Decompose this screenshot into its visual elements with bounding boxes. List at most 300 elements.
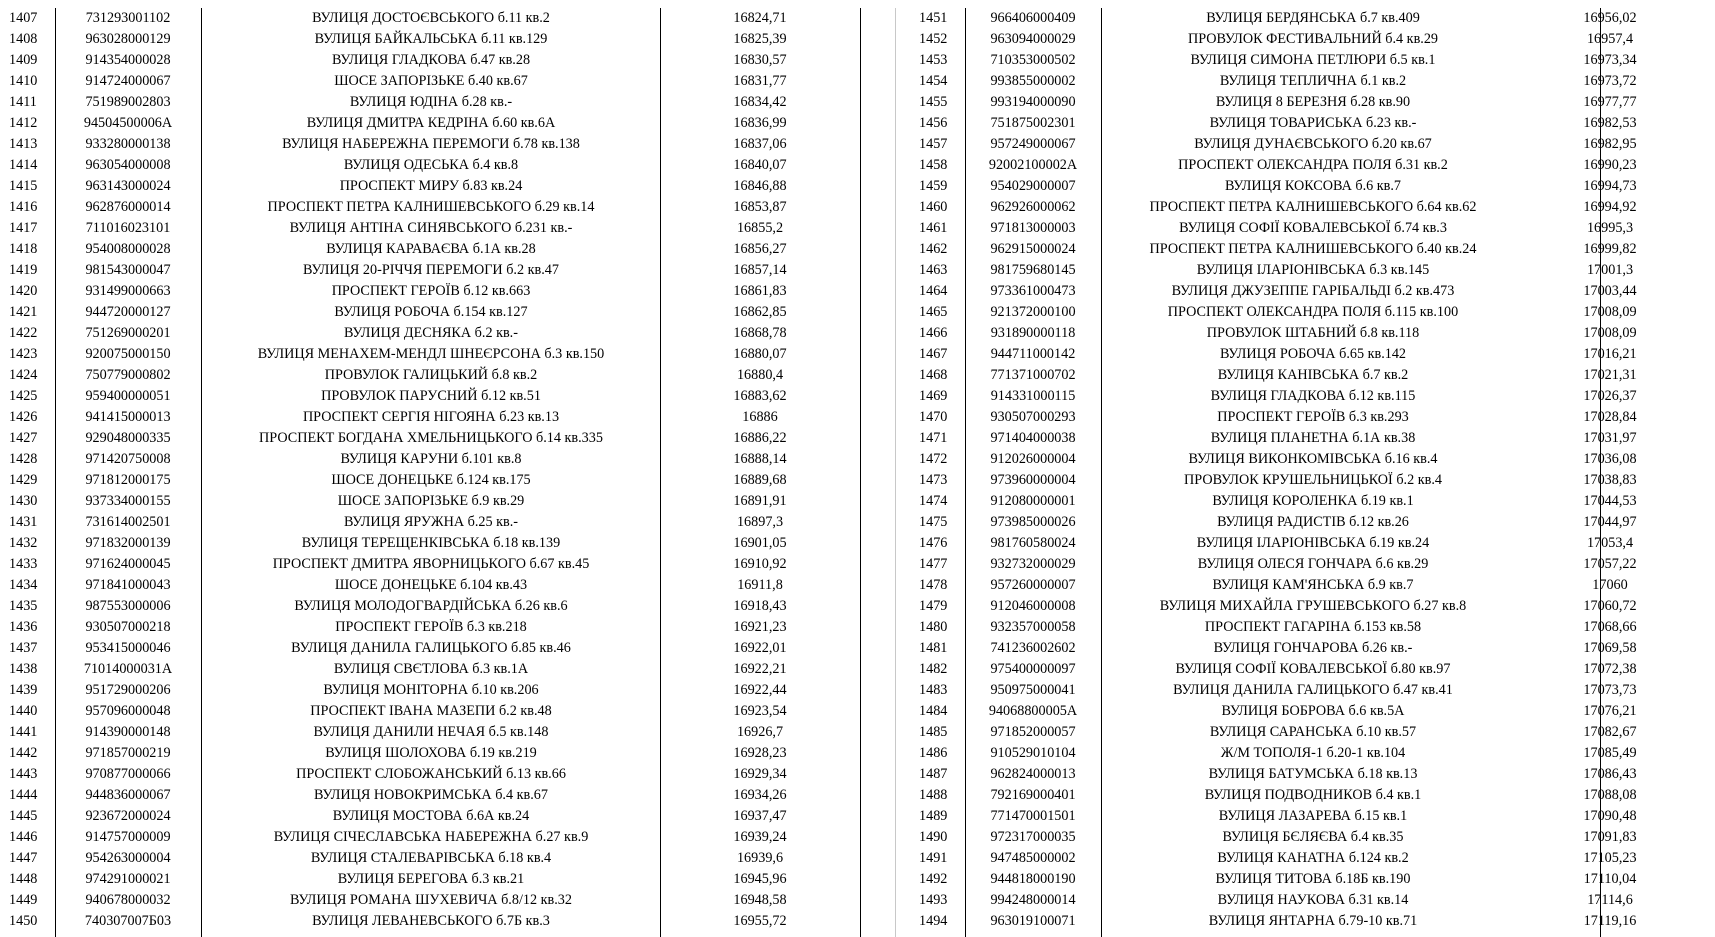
amount-cell: 16999,82 xyxy=(1583,241,1637,257)
table-row xyxy=(0,512,860,533)
row-number: 1452 xyxy=(919,31,948,47)
account-code: 971420750008 xyxy=(85,451,171,467)
address-cell: ВУЛИЦЯ АНТІНА СИНЯВСЬКОГО б.231 кв.- xyxy=(289,220,573,236)
amount-cell: 17036,08 xyxy=(1583,451,1637,467)
amount-cell: 16948,58 xyxy=(733,892,787,908)
address-cell: ВУЛИЦЯ САРАНСЬКА б.10 кв.57 xyxy=(1209,724,1417,740)
table-row xyxy=(0,554,860,575)
amount-cell: 16911,8 xyxy=(737,577,783,593)
row-number: 1487 xyxy=(919,766,948,782)
amount-cell: 16995,3 xyxy=(1586,220,1634,236)
amount-cell: 17088,08 xyxy=(1583,787,1637,803)
table-row xyxy=(895,785,1715,806)
table-row xyxy=(0,806,860,827)
row-number: 1490 xyxy=(919,829,948,845)
table-row xyxy=(895,806,1715,827)
table-row xyxy=(895,176,1715,197)
account-code: 914757000009 xyxy=(85,829,171,845)
address-cell: ВУЛИЦЯ ТИТОВА б.18Б кв.190 xyxy=(1215,871,1411,887)
address-cell: ПРОВУЛОК ФЕСТИВАЛЬНИЙ б.4 кв.29 xyxy=(1187,31,1439,47)
account-code: 930507000218 xyxy=(85,619,171,635)
account-code: 740307007Б03 xyxy=(84,913,172,929)
address-cell: ПРОСПЕКТ МИРУ б.83 кв.24 xyxy=(339,178,523,194)
row-number: 1474 xyxy=(919,493,948,509)
table-row xyxy=(895,890,1715,911)
address-cell: ПРОСПЕКТ БОГДАНА ХМЕЛЬНИЦЬКОГО б.14 кв.335 xyxy=(259,430,603,446)
address-cell: ВУЛИЦЯ КАРУНИ б.101 кв.8 xyxy=(340,451,522,467)
address-cell: ВУЛИЦЯ МОНІТОРНА б.10 кв.206 xyxy=(323,682,539,698)
address-cell: ШОСЕ ДОНЕЦЬКЕ б.104 кв.43 xyxy=(334,577,528,593)
account-code: 953415000046 xyxy=(85,640,171,656)
table-row xyxy=(895,92,1715,113)
row-number: 1456 xyxy=(919,115,948,131)
account-code: 792169000401 xyxy=(990,787,1076,803)
amount-cell: 16836,99 xyxy=(733,115,787,131)
address-cell: ВУЛИЦЯ БАЙКАЛЬСЬКА б.11 кв.129 xyxy=(314,31,548,47)
address-cell: ПРОВУЛОК ШТАБНИЙ б.8 кв.118 xyxy=(1206,325,1420,341)
amount-cell: 17060,72 xyxy=(1583,598,1637,614)
amount-cell: 16977,77 xyxy=(1583,94,1637,110)
row-number: 1493 xyxy=(919,892,948,908)
table-row xyxy=(0,302,860,323)
address-cell: ВУЛИЦЯ КАРАВАЄВА б.1А кв.28 xyxy=(326,241,536,257)
table-row xyxy=(0,134,860,155)
table-row xyxy=(895,428,1715,449)
account-code: 944836000067 xyxy=(85,787,171,803)
amount-cell: 16834,42 xyxy=(733,94,787,110)
amount-cell: 16982,95 xyxy=(1583,136,1637,152)
account-code: 963019100071 xyxy=(990,913,1076,929)
amount-cell: 17119,16 xyxy=(1583,913,1637,929)
row-number: 1479 xyxy=(919,598,948,614)
amount-cell: 17031,97 xyxy=(1583,430,1637,446)
account-code: 974291000021 xyxy=(85,871,171,887)
row-number: 1415 xyxy=(9,178,38,194)
address-cell: ВУЛИЦЯ ДУНАЄВСЬКОГО б.20 кв.67 xyxy=(1194,136,1432,152)
address-cell: ВУЛИЦЯ ГЛАДКОВА б.12 кв.115 xyxy=(1210,388,1416,404)
address-cell: ПРОСПЕКТ ГАГАРІНА б.153 кв.58 xyxy=(1204,619,1422,635)
amount-cell: 16921,23 xyxy=(733,619,787,635)
row-number: 1473 xyxy=(919,472,948,488)
table-row xyxy=(895,323,1715,344)
table-row xyxy=(895,155,1715,176)
address-cell: ВУЛИЦЯ РОБОЧА б.154 кв.127 xyxy=(334,304,528,320)
address-cell: ПРОСПЕКТ ГЕРОЇВ б.3 кв.218 xyxy=(335,619,527,635)
address-cell: ВУЛИЦЯ СІЧЕСЛАВСЬКА НАБЕРЕЖНА б.27 кв.9 xyxy=(273,829,589,845)
row-number: 1432 xyxy=(9,535,38,551)
table-row xyxy=(0,260,860,281)
account-code: 944711000142 xyxy=(990,346,1076,362)
row-number: 1483 xyxy=(919,682,948,698)
table-row xyxy=(0,71,860,92)
address-cell: ВУЛИЦЯ КАМ'ЯНСЬКА б.9 кв.7 xyxy=(1212,577,1414,593)
left-column-divider-4 xyxy=(860,8,861,937)
table-row xyxy=(895,722,1715,743)
account-code: 981759680145 xyxy=(990,262,1076,278)
amount-cell: 16973,34 xyxy=(1583,52,1637,68)
amount-cell: 16886,22 xyxy=(733,430,787,446)
account-code: 71014000031А xyxy=(83,661,173,677)
address-cell: ПРОВУЛОК ГАЛИЦЬКИЙ б.8 кв.2 xyxy=(324,367,538,383)
account-code: 971841000043 xyxy=(85,577,171,593)
row-number: 1431 xyxy=(9,514,38,530)
address-cell: ВУЛИЦЯ НАБЕРЕЖНА ПЕРЕМОГИ б.78 кв.138 xyxy=(282,136,580,152)
address-cell: ПРОВУЛОК ПАРУСНИЙ б.12 кв.51 xyxy=(321,388,541,404)
amount-cell: 17057,22 xyxy=(1583,556,1637,572)
table-row xyxy=(895,344,1715,365)
amount-cell: 16856,27 xyxy=(733,241,787,257)
row-number: 1441 xyxy=(9,724,38,740)
table-row xyxy=(895,848,1715,869)
address-cell: ВУЛИЦЯ ТЕРЕЩЕНКІВСЬКА б.18 кв.139 xyxy=(301,535,561,551)
account-code: 959400000051 xyxy=(85,388,171,404)
row-number: 1435 xyxy=(9,598,38,614)
address-cell: ВУЛИЦЯ БОБРОВА б.6 кв.5А xyxy=(1221,703,1405,719)
row-number: 1425 xyxy=(9,388,38,404)
row-number: 1423 xyxy=(9,346,38,362)
address-cell: ПРОСПЕКТ ПЕТРА КАЛНИШЕВСЬКОГО б.64 кв.62 xyxy=(1149,199,1477,215)
table-row xyxy=(0,869,860,890)
table-row xyxy=(895,554,1715,575)
address-cell: ВУЛИЦЯ ПЛАНЕТНА б.1А кв.38 xyxy=(1210,430,1416,446)
amount-cell: 17069,58 xyxy=(1583,640,1637,656)
table-row xyxy=(0,533,860,554)
account-code: 912026000004 xyxy=(990,451,1076,467)
table-row xyxy=(0,365,860,386)
table-row xyxy=(895,29,1715,50)
amount-cell: 16880,07 xyxy=(733,346,787,362)
amount-cell: 16990,23 xyxy=(1583,157,1637,173)
address-cell: ВУЛИЦЯ ТЕПЛИЧНА б.1 кв.2 xyxy=(1219,73,1407,89)
address-cell: ШОСЕ ЗАПОРІЗЬКЕ б.9 кв.29 xyxy=(337,493,525,509)
amount-cell: 16939,6 xyxy=(736,850,784,866)
account-code: 750779000802 xyxy=(85,367,171,383)
account-code: 94068800005А xyxy=(988,703,1078,719)
account-code: 921372000100 xyxy=(990,304,1076,320)
row-number: 1429 xyxy=(9,472,38,488)
account-code: 931499000663 xyxy=(85,283,171,299)
account-code: 971813000003 xyxy=(990,220,1076,236)
address-cell: ВУЛИЦЯ БЕРДЯНСЬКА б.7 кв.409 xyxy=(1206,10,1420,26)
row-number: 1465 xyxy=(919,304,948,320)
address-cell: Ж/М ТОПОЛЯ-1 б.20-1 кв.104 xyxy=(1220,745,1406,761)
table-row xyxy=(0,386,860,407)
table-row xyxy=(895,701,1715,722)
account-code: 710353000502 xyxy=(990,52,1076,68)
amount-cell: 16901,05 xyxy=(733,535,787,551)
account-code: 937334000155 xyxy=(85,493,171,509)
table-row xyxy=(0,827,860,848)
account-code: 954029000007 xyxy=(990,178,1076,194)
row-number: 1412 xyxy=(9,115,38,131)
table-row xyxy=(0,176,860,197)
table-row xyxy=(895,239,1715,260)
account-code: 973960000004 xyxy=(990,472,1076,488)
table-row xyxy=(0,50,860,71)
amount-cell: 16955,72 xyxy=(733,913,787,929)
amount-cell: 16824,71 xyxy=(733,10,787,26)
address-cell: ПРОСПЕКТ ОЛЕКСАНДРА ПОЛЯ б.31 кв.2 xyxy=(1178,157,1448,173)
amount-cell: 17068,66 xyxy=(1583,619,1637,635)
row-number: 1454 xyxy=(919,73,948,89)
account-code: 971624000045 xyxy=(85,556,171,572)
row-number: 1464 xyxy=(919,283,948,299)
row-number: 1414 xyxy=(9,157,38,173)
table-row xyxy=(0,29,860,50)
amount-cell: 16973,72 xyxy=(1583,73,1637,89)
address-cell: ВУЛИЦЯ ІЛАРІОНІВСЬКА б.19 кв.24 xyxy=(1196,535,1430,551)
table-row xyxy=(895,764,1715,785)
table-row xyxy=(895,449,1715,470)
account-code: 932357000058 xyxy=(990,619,1076,635)
row-number: 1482 xyxy=(919,661,948,677)
row-number: 1463 xyxy=(919,262,948,278)
row-number: 1467 xyxy=(919,346,948,362)
row-number: 1442 xyxy=(9,745,38,761)
row-number: 1458 xyxy=(919,157,948,173)
table-row xyxy=(0,743,860,764)
amount-cell: 17044,53 xyxy=(1583,493,1637,509)
table-row xyxy=(0,911,860,932)
table-row xyxy=(895,827,1715,848)
account-code: 914390000148 xyxy=(85,724,171,740)
table-row xyxy=(0,764,860,785)
amount-cell: 16886 xyxy=(742,409,778,425)
account-code: 914354000028 xyxy=(85,52,171,68)
row-number: 1469 xyxy=(919,388,948,404)
amount-cell: 16825,39 xyxy=(733,31,787,47)
account-code: 932732000029 xyxy=(990,556,1076,572)
amount-cell: 17073,73 xyxy=(1583,682,1637,698)
row-number: 1427 xyxy=(9,430,38,446)
address-cell: ВУЛИЦЯ ШОЛОХОВА б.19 кв.219 xyxy=(325,745,537,761)
address-cell: ВУЛИЦЯ РАДИСТІВ б.12 кв.26 xyxy=(1217,514,1409,530)
account-code: 940678000032 xyxy=(85,892,171,908)
row-number: 1409 xyxy=(9,52,38,68)
amount-cell: 16923,54 xyxy=(733,703,787,719)
table-row xyxy=(895,575,1715,596)
row-number: 1419 xyxy=(9,262,38,278)
table-row xyxy=(0,848,860,869)
table-row xyxy=(895,260,1715,281)
amount-cell: 16982,53 xyxy=(1583,115,1637,131)
address-cell: ВУЛИЦЯ ДАНИЛА ГАЛИЦЬКОГО б.47 кв.41 xyxy=(1173,682,1453,698)
address-cell: ПРОСПЕКТ СЛОБОЖАНСЬКИЙ б.13 кв.66 xyxy=(296,766,566,782)
account-code: 963143000024 xyxy=(85,178,171,194)
address-cell: ВУЛИЦЯ ДЕСНЯКА б.2 кв.- xyxy=(344,325,518,341)
address-cell: ВУЛИЦЯ СВЄТЛОВА б.3 кв.1А xyxy=(333,661,529,677)
address-cell: ВУЛИЦЯ ГЛАДКОВА б.47 кв.28 xyxy=(331,52,531,68)
table-row xyxy=(895,71,1715,92)
table-row xyxy=(895,113,1715,134)
account-code: 731293001102 xyxy=(85,10,171,26)
account-code: 912080000001 xyxy=(990,493,1076,509)
table-row xyxy=(0,638,860,659)
table-row xyxy=(895,197,1715,218)
address-cell: ВУЛИЦЯ МОЛОДОГВАРДІЙСЬКА б.26 кв.6 xyxy=(294,598,568,614)
account-code: 971404000038 xyxy=(990,430,1076,446)
address-cell: ВУЛИЦЯ ЛЕВАНЕВСЬКОГО б.7Б кв.3 xyxy=(312,913,550,929)
account-code: 920075000150 xyxy=(85,346,171,362)
account-code: 957249000067 xyxy=(990,136,1076,152)
row-number: 1484 xyxy=(919,703,948,719)
account-code: 963094000029 xyxy=(990,31,1076,47)
table-row xyxy=(0,8,860,29)
account-code: 912046000008 xyxy=(990,598,1076,614)
row-number: 1477 xyxy=(919,556,948,572)
account-code: 972317000035 xyxy=(990,829,1076,845)
account-code: 962926000062 xyxy=(990,199,1076,215)
amount-cell: 16883,62 xyxy=(733,388,787,404)
amount-cell: 16994,92 xyxy=(1583,199,1637,215)
row-number: 1436 xyxy=(9,619,38,635)
row-number: 1459 xyxy=(919,178,948,194)
address-cell: ВУЛИЦЯ ЯРУЖНА б.25 кв.- xyxy=(343,514,519,530)
address-cell: ВУЛИЦЯ 20-РІЧЧЯ ПЕРЕМОГИ б.2 кв.47 xyxy=(303,262,559,278)
address-cell: ВУЛИЦЯ ДМИТРА КЕДРІНА б.60 кв.6А xyxy=(306,115,556,131)
amount-cell: 17028,84 xyxy=(1583,409,1637,425)
address-cell: ВУЛИЦЯ 8 БЕРЕЗНЯ б.28 кв.90 xyxy=(1215,94,1411,110)
table-row xyxy=(0,596,860,617)
amount-cell: 16840,07 xyxy=(733,157,787,173)
address-cell: ШОСЕ ДОНЕЦЬКЕ б.124 кв.175 xyxy=(331,472,531,488)
address-cell: ВУЛИЦЯ ІЛАРІОНІВСЬКА б.3 кв.145 xyxy=(1196,262,1430,278)
account-code: 92002100002А xyxy=(988,157,1078,173)
amount-cell: 16891,91 xyxy=(733,493,787,509)
amount-cell: 16922,01 xyxy=(733,640,787,656)
address-cell: ВУЛИЦЯ НОВОКРИМСЬКА б.4 кв.67 xyxy=(314,787,548,803)
amount-cell: 16897,3 xyxy=(736,514,784,530)
address-cell: ВУЛИЦЯ КОКСОВА б.6 кв.7 xyxy=(1224,178,1402,194)
amount-cell: 16957,4 xyxy=(1586,31,1634,47)
account-code: 950975000041 xyxy=(990,682,1076,698)
amount-cell: 17021,31 xyxy=(1583,367,1637,383)
address-cell: ВУЛИЦЯ ЯНТАРНА б.79-10 кв.71 xyxy=(1208,913,1418,929)
table-row xyxy=(895,50,1715,71)
table-row xyxy=(0,323,860,344)
amount-cell: 16922,21 xyxy=(733,661,787,677)
amount-cell: 16956,02 xyxy=(1583,10,1637,26)
row-number: 1457 xyxy=(919,136,948,152)
amount-cell: 17091,83 xyxy=(1583,829,1637,845)
account-code: 962876000014 xyxy=(85,199,171,215)
account-code: 971857000219 xyxy=(85,745,171,761)
account-code: 993194000090 xyxy=(990,94,1076,110)
row-number: 1407 xyxy=(9,10,38,26)
account-code: 914331000115 xyxy=(990,388,1076,404)
amount-cell: 16853,87 xyxy=(733,199,787,215)
address-cell: ШОСЕ ЗАПОРІЗЬКЕ б.40 кв.67 xyxy=(334,73,528,89)
address-cell: ПРОВУЛОК КРУШЕЛЬНИЦЬКОЇ б.2 кв.4 xyxy=(1184,472,1442,488)
account-code: 973361000473 xyxy=(990,283,1076,299)
amount-cell: 17003,44 xyxy=(1583,283,1637,299)
account-code: 751875002301 xyxy=(990,115,1076,131)
row-number: 1424 xyxy=(9,367,38,383)
table-row xyxy=(0,701,860,722)
amount-cell: 16861,83 xyxy=(733,283,787,299)
amount-cell: 17072,38 xyxy=(1583,661,1637,677)
row-number: 1408 xyxy=(9,31,38,47)
table-row xyxy=(0,218,860,239)
account-code: 954263000004 xyxy=(85,850,171,866)
row-number: 1444 xyxy=(9,787,38,803)
address-cell: ПРОСПЕКТ ПЕТРА КАЛНИШЕВСЬКОГО б.29 кв.14 xyxy=(267,199,595,215)
amount-cell: 17001,3 xyxy=(1586,262,1634,278)
account-code: 981760580024 xyxy=(990,535,1076,551)
row-number: 1491 xyxy=(919,850,948,866)
row-number: 1418 xyxy=(9,241,38,257)
row-number: 1471 xyxy=(919,430,948,446)
table-row xyxy=(895,743,1715,764)
right-table xyxy=(895,8,1715,932)
account-code: 94504500006А xyxy=(83,115,173,131)
address-cell: ВУЛИЦЯ БЄЛЯЄВА б.4 кв.35 xyxy=(1222,829,1404,845)
amount-cell: 16937,47 xyxy=(733,808,787,824)
amount-cell: 16831,77 xyxy=(733,73,787,89)
table-row xyxy=(895,491,1715,512)
row-number: 1486 xyxy=(919,745,948,761)
account-code: 910529010104 xyxy=(990,745,1076,761)
amount-cell: 17082,67 xyxy=(1583,724,1637,740)
amount-cell: 16922,44 xyxy=(733,682,787,698)
amount-cell: 16939,24 xyxy=(733,829,787,845)
row-number: 1411 xyxy=(9,94,37,110)
row-number: 1422 xyxy=(9,325,38,341)
table-row xyxy=(0,491,860,512)
amount-cell: 16868,78 xyxy=(733,325,787,341)
account-code: 981543000047 xyxy=(85,262,171,278)
amount-cell: 16934,26 xyxy=(733,787,787,803)
account-code: 973985000026 xyxy=(990,514,1076,530)
row-number: 1443 xyxy=(9,766,38,782)
row-number: 1460 xyxy=(919,199,948,215)
amount-cell: 16846,88 xyxy=(733,178,787,194)
address-cell: ВУЛИЦЯ ПОДВОДНИКОВ б.4 кв.1 xyxy=(1204,787,1422,803)
account-code: 963054000008 xyxy=(85,157,171,173)
row-number: 1468 xyxy=(919,367,948,383)
account-code: 951729000206 xyxy=(85,682,171,698)
account-code: 771371000702 xyxy=(990,367,1076,383)
row-number: 1413 xyxy=(9,136,38,152)
row-number: 1451 xyxy=(919,10,948,26)
row-number: 1472 xyxy=(919,451,948,467)
address-cell: ПРОСПЕКТ ПЕТРА КАЛНИШЕВСЬКОГО б.40 кв.24 xyxy=(1149,241,1477,257)
address-cell: ВУЛИЦЯ КАНІВСЬКА б.7 кв.2 xyxy=(1217,367,1409,383)
account-code: 993855000002 xyxy=(990,73,1076,89)
row-number: 1470 xyxy=(919,409,948,425)
row-number: 1476 xyxy=(919,535,948,551)
row-number: 1494 xyxy=(919,913,948,929)
amount-cell: 17044,97 xyxy=(1583,514,1637,530)
address-cell: ВУЛИЦЯ СОФІЇ КОВАЛЕВСЬКОЇ б.80 кв.97 xyxy=(1175,661,1451,677)
amount-cell: 17016,21 xyxy=(1583,346,1637,362)
account-code: 994248000014 xyxy=(990,892,1076,908)
amount-cell: 17085,49 xyxy=(1583,745,1637,761)
table-row xyxy=(0,617,860,638)
table-row xyxy=(0,785,860,806)
amount-cell: 17076,21 xyxy=(1583,703,1637,719)
amount-cell: 16926,7 xyxy=(736,724,784,740)
row-number: 1434 xyxy=(9,577,38,593)
row-number: 1455 xyxy=(919,94,948,110)
amount-cell: 16928,23 xyxy=(733,745,787,761)
amount-cell: 16862,85 xyxy=(733,304,787,320)
row-number: 1488 xyxy=(919,787,948,803)
account-code: 711016023101 xyxy=(85,220,171,236)
table-row xyxy=(0,197,860,218)
table-row xyxy=(895,911,1715,932)
table-row xyxy=(895,134,1715,155)
